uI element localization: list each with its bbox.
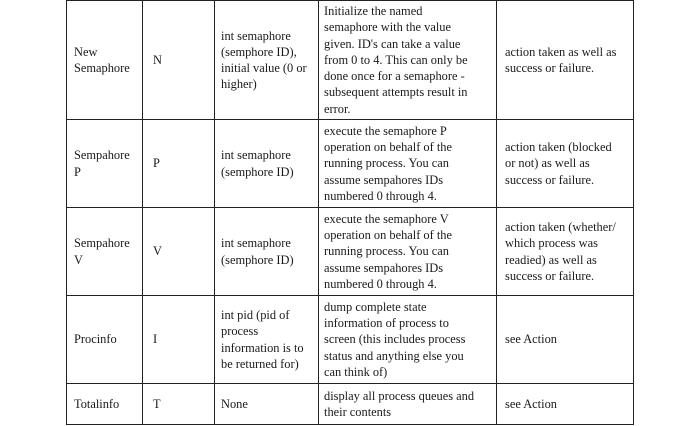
table-row <box>67 296 634 384</box>
command-args: int semaphore (semphore ID), initial value (0 or higher) <box>221 28 307 92</box>
command-action-cell <box>319 1 497 120</box>
command-code-cell <box>143 296 215 384</box>
command-args: int semaphore (semphore ID) <box>221 236 294 267</box>
table-row <box>67 384 634 425</box>
command-name: Sempahore P <box>74 148 130 179</box>
command-code-cell <box>143 120 215 208</box>
command-args: None <box>221 396 248 411</box>
command-action-cell <box>319 296 497 384</box>
command-code: P <box>153 156 160 171</box>
command-output: see Action <box>505 396 557 411</box>
command-action-cell <box>319 208 497 296</box>
command-args: int pid (pid of process information is to be returned for) <box>221 308 304 371</box>
command-table-container <box>66 0 633 425</box>
command-name-cell <box>67 1 143 120</box>
command-output: action taken (blocked or not) as well as success or failure. <box>505 140 612 187</box>
command-action-cell <box>319 120 497 208</box>
command-args-cell <box>215 208 319 296</box>
command-name-cell <box>67 296 143 384</box>
command-args-cell <box>215 120 319 208</box>
command-name-cell <box>67 120 143 208</box>
command-name: Procinfo <box>74 332 117 347</box>
command-name: New Semaphore <box>74 44 130 75</box>
table-row <box>67 208 634 296</box>
command-output-cell <box>497 1 634 120</box>
table-row <box>67 1 634 120</box>
command-output: action taken as well as success or failure. <box>505 44 617 75</box>
command-code: I <box>153 332 158 347</box>
command-code: T <box>153 396 161 411</box>
command-output: action taken (whether/ which process was readied) as well as success or failure. <box>505 220 616 283</box>
command-action: display all process queues and their contents <box>324 388 475 419</box>
command-name-cell <box>67 208 143 296</box>
command-code-cell <box>143 208 215 296</box>
command-output-cell <box>497 384 634 425</box>
command-name-cell <box>67 384 143 425</box>
command-code: N <box>153 52 162 67</box>
command-table <box>66 0 634 425</box>
command-args-cell <box>215 1 319 120</box>
command-action: dump complete state information of process to screen (this includes process status and anything else you can think of) <box>324 299 466 379</box>
command-args-cell <box>215 384 319 425</box>
command-args-cell <box>215 296 319 384</box>
table-row <box>67 120 634 208</box>
command-output-cell <box>497 208 634 296</box>
command-output-cell <box>497 120 634 208</box>
command-args: int semaphore (semphore ID) <box>221 148 294 179</box>
command-name: Sempahore V <box>74 236 130 267</box>
command-action: Initialize the named semaphore with the value given. ID's can take a value from 0 to 4. This can only be done once for a semaphore - subsequent attempts result in error. <box>324 4 468 116</box>
command-name: Totalinfo <box>74 396 120 411</box>
command-code-cell <box>143 1 215 120</box>
command-code: V <box>153 244 162 259</box>
command-output: see Action <box>505 332 557 347</box>
command-action: execute the semaphore V operation on behalf of the running process. You can assume sempahores IDs numbered 0 through 4. <box>324 211 452 291</box>
command-code-cell <box>143 384 215 425</box>
command-action: execute the semaphore P operation on behalf of the running process. You can assume sempahores IDs numbered 0 through 4. <box>324 123 452 203</box>
command-action-cell <box>319 384 497 425</box>
command-output-cell <box>497 296 634 384</box>
